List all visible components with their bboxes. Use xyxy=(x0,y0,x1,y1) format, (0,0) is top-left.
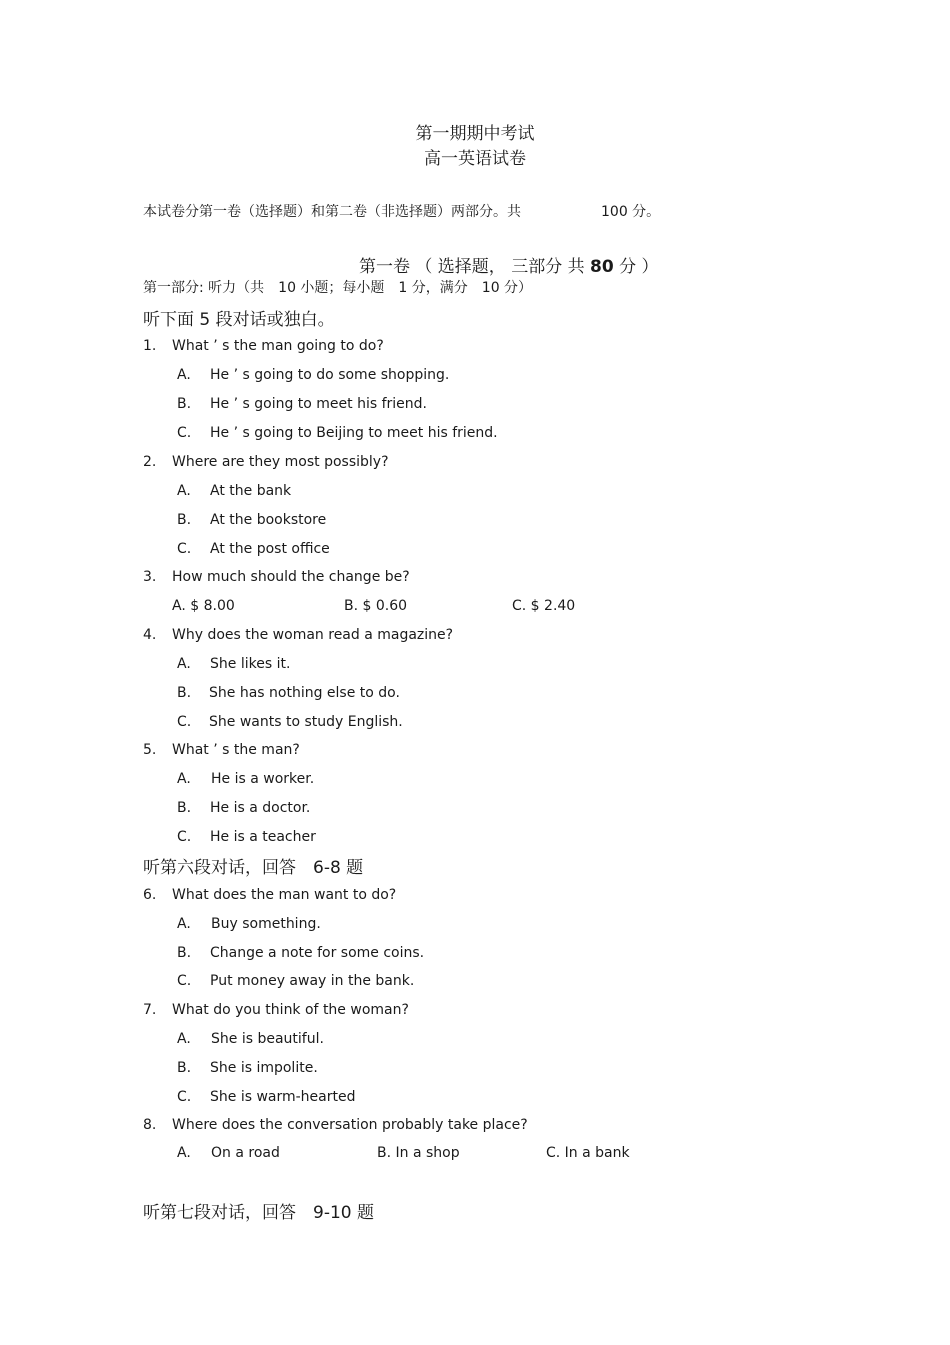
option-5b xyxy=(177,800,310,816)
option-1c xyxy=(177,425,498,441)
question-number: 5. xyxy=(143,742,157,758)
option-letter: A. xyxy=(177,1145,191,1161)
option-letter: B. xyxy=(177,685,192,701)
part-title-score: 80 xyxy=(590,257,614,277)
question-4 xyxy=(143,627,453,643)
option-2b xyxy=(177,512,326,528)
question-text: Where does the conversation probably take place? xyxy=(172,1117,528,1133)
option-text: She is beautiful. xyxy=(211,1031,324,1047)
option-text: She likes it. xyxy=(210,656,291,672)
option-3c: C. $ 2.40 xyxy=(512,598,576,614)
option-1a xyxy=(177,367,449,383)
question-number: 8. xyxy=(143,1117,157,1133)
question-text: Where are they most possibly? xyxy=(172,454,389,470)
option-text: He ’ s going to Beijing to meet his friend. xyxy=(210,425,498,441)
option-text: She is impolite. xyxy=(210,1060,318,1076)
option-letter: B. xyxy=(177,512,192,528)
question-7 xyxy=(143,1002,409,1018)
option-3b: B. $ 0.60 xyxy=(344,598,408,614)
option-text: On a road xyxy=(211,1145,280,1161)
question-number: 2. xyxy=(143,454,157,470)
option-4a xyxy=(177,656,290,672)
question-5 xyxy=(143,742,300,758)
option-text: Put money away in the bank. xyxy=(210,973,415,989)
option-letter: A. xyxy=(177,1031,191,1047)
option-letter: C. xyxy=(177,829,192,845)
question-3 xyxy=(143,569,410,585)
option-7b xyxy=(177,1060,318,1076)
question-number: 3. xyxy=(143,569,157,585)
option-text: She has nothing else to do. xyxy=(209,685,400,701)
option-5c xyxy=(177,829,316,845)
option-text: He ’ s going to meet his friend. xyxy=(210,396,427,412)
option-letter: B. xyxy=(177,945,192,961)
option-letter: A. xyxy=(177,771,191,787)
part-title-prefix: 第一卷 （ 选择题， 三部分 共 xyxy=(359,257,585,277)
option-letter: B. xyxy=(177,1060,192,1076)
question-number: 4. xyxy=(143,627,157,643)
option-6b xyxy=(177,945,424,961)
option-4b xyxy=(177,685,400,701)
option-7c xyxy=(177,1089,356,1105)
question-text: What ’ s the man? xyxy=(172,742,300,758)
question-1 xyxy=(143,338,384,354)
option-letter: C. xyxy=(177,714,192,730)
intro-text: 本试卷分第一卷（选择题）和第二卷（非选择题）两部分。共 xyxy=(143,204,521,220)
option-letter: C. xyxy=(177,541,192,557)
option-letter: A. xyxy=(177,367,191,383)
question-number: 1. xyxy=(143,338,157,354)
option-letter: A. xyxy=(177,656,191,672)
question-text: What does the man want to do? xyxy=(172,887,397,903)
question-text: Why does the woman read a magazine? xyxy=(172,627,454,643)
option-text: Buy something. xyxy=(211,916,321,932)
exam-subtitle: 高一英语试卷 xyxy=(424,149,526,169)
option-text: At the bank xyxy=(210,483,292,499)
option-8a xyxy=(177,1145,280,1161)
question-2 xyxy=(143,454,389,470)
question-8 xyxy=(143,1117,528,1133)
option-letter: A. xyxy=(177,916,191,932)
section-heading: 听下面 5 段对话或独白。 xyxy=(143,310,335,330)
option-8c: C. In a bank xyxy=(546,1145,630,1161)
option-text: At the post office xyxy=(210,541,330,557)
option-letter: B. xyxy=(177,800,192,816)
section-heading: 听第六段对话，回答 6-8 题 xyxy=(143,858,364,878)
part-title-suffix: 分 ） xyxy=(619,257,659,277)
option-4c xyxy=(177,714,403,730)
option-letter: C. xyxy=(177,973,192,989)
intro-score: 100 分。 xyxy=(601,204,661,220)
question-number: 6. xyxy=(143,887,157,903)
option-6c xyxy=(177,973,414,989)
question-text: What do you think of the woman? xyxy=(172,1002,409,1018)
option-text: He ’ s going to do some shopping. xyxy=(210,367,450,383)
option-text: He is a doctor. xyxy=(210,800,311,816)
part-title xyxy=(359,252,659,277)
option-7a xyxy=(177,1031,324,1047)
option-letter: A. xyxy=(177,483,191,499)
part-subtitle: 第一部分: 听力（共 10 小题；每小题 1 分，满分 10 分） xyxy=(143,280,533,296)
question-text: How much should the change be? xyxy=(172,569,410,585)
option-text: She wants to study English. xyxy=(209,714,403,730)
option-letter: C. xyxy=(177,425,192,441)
exam-title: 第一期期中考试 xyxy=(415,124,535,144)
question-text: What ’ s the man going to do? xyxy=(172,338,384,354)
option-1b xyxy=(177,396,427,412)
option-letter: B. xyxy=(177,396,192,412)
option-6a xyxy=(177,916,321,932)
option-5a xyxy=(177,771,314,787)
section-heading: 听第七段对话，回答 9-10 题 xyxy=(143,1203,374,1223)
option-letter: C. xyxy=(177,1089,192,1105)
option-text: She is warm-hearted xyxy=(210,1089,356,1105)
option-8b: B. In a shop xyxy=(377,1145,460,1161)
option-2c xyxy=(177,541,330,557)
option-text: He is a teacher xyxy=(210,829,316,845)
option-2a xyxy=(177,483,291,499)
option-3a: A. $ 8.00 xyxy=(172,598,235,614)
option-text: Change a note for some coins. xyxy=(210,945,425,961)
question-number: 7. xyxy=(143,1002,157,1018)
question-6 xyxy=(143,887,396,903)
option-text: He is a worker. xyxy=(211,771,315,787)
option-text: At the bookstore xyxy=(210,512,327,528)
